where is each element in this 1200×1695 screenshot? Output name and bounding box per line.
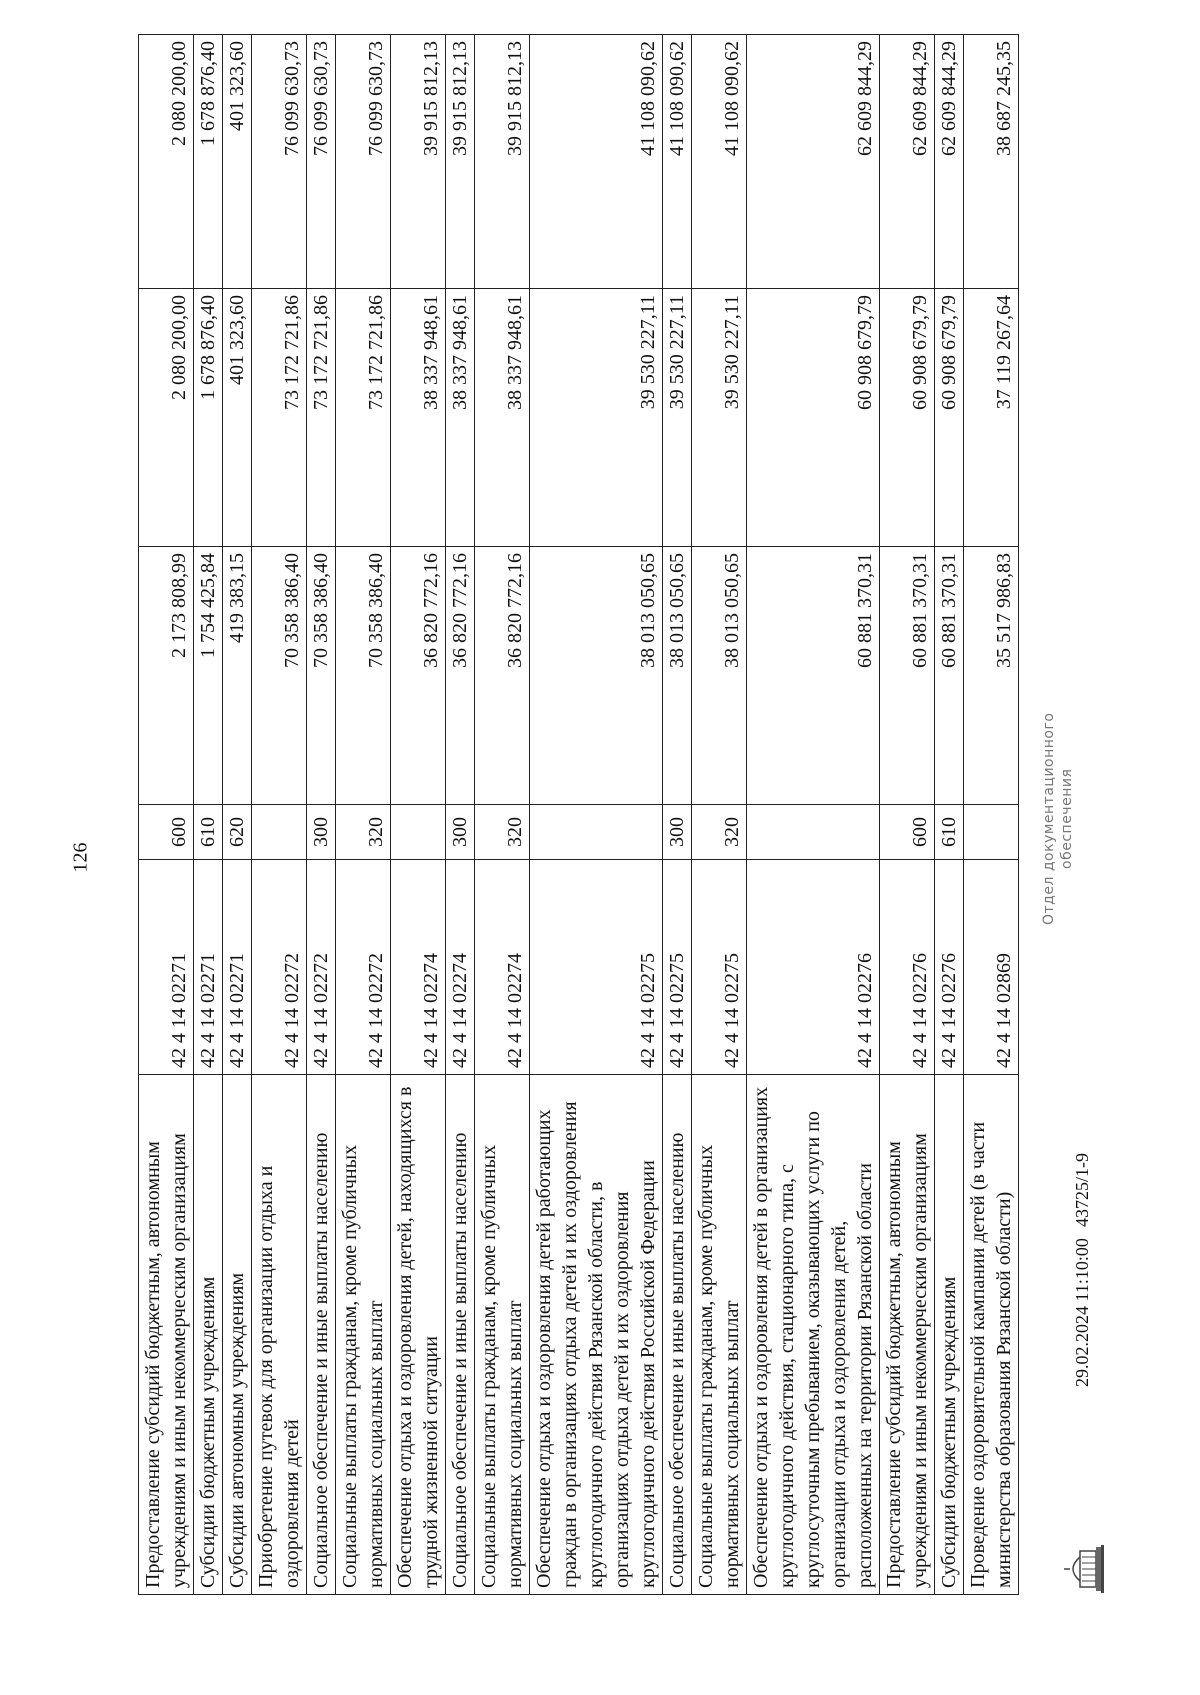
row-amount-2: 60 908 679,79 xyxy=(880,289,935,547)
table-row xyxy=(194,35,223,1595)
row-amount-1: 38 013 050,65 xyxy=(692,547,747,805)
stamp-line-2: обеспечения xyxy=(1059,768,1075,869)
row-amount-2: 38 337 948,61 xyxy=(446,289,475,547)
row-amount-1: 60 881 370,31 xyxy=(747,547,880,805)
table-row xyxy=(663,35,692,1595)
row-amount-2: 73 172 721,86 xyxy=(252,289,307,547)
row-code: 42 4 14 02274 xyxy=(391,860,446,1075)
row-code: 42 4 14 02271 xyxy=(194,860,223,1075)
row-name: Субсидии бюджетным учреждениям xyxy=(935,1075,964,1595)
row-code: 42 4 14 02275 xyxy=(692,860,747,1075)
row-vr: 600 xyxy=(880,805,935,860)
table-row xyxy=(446,35,475,1595)
row-amount-1: 38 013 050,65 xyxy=(530,547,663,805)
row-amount-1: 38 013 050,65 xyxy=(663,547,692,805)
row-amount-3: 62 609 844,29 xyxy=(747,35,880,289)
row-amount-2: 39 530 227,11 xyxy=(692,289,747,547)
table-row xyxy=(391,35,446,1595)
table-row xyxy=(307,35,336,1595)
row-name: Обеспечение отдыха и оздоровления детей работающих граждан в организациях отдыха детей и их оздоровления круглогодичного действия Рязанской области, в организациях отдыха детей и их оздоровления круглогодичного действия Российской Федерации xyxy=(530,1075,663,1595)
row-amount-3: 62 609 844,29 xyxy=(880,35,935,289)
row-amount-2: 38 337 948,61 xyxy=(475,289,530,547)
table-row xyxy=(223,35,252,1595)
row-code: 42 4 14 02272 xyxy=(307,860,336,1075)
row-amount-1: 70 358 386,40 xyxy=(307,547,336,805)
row-amount-3: 39 915 812,13 xyxy=(446,35,475,289)
table-row xyxy=(475,35,530,1595)
row-vr xyxy=(964,805,1019,860)
row-code: 42 4 14 02271 xyxy=(223,860,252,1075)
row-name: Субсидии автономным учреждениям xyxy=(223,1075,252,1595)
row-amount-1: 2 173 808,99 xyxy=(139,547,194,805)
row-name: Приобретение путевок для организации отдыха и оздоровления детей xyxy=(252,1075,307,1595)
row-code: 42 4 14 02272 xyxy=(252,860,307,1075)
row-amount-3: 41 108 090,62 xyxy=(530,35,663,289)
table-row xyxy=(964,35,1019,1595)
footer-doc-number: 43725/1-9 xyxy=(1072,1153,1092,1227)
row-name: Социальное обеспечение и иные выплаты населению xyxy=(307,1075,336,1595)
row-amount-3: 41 108 090,62 xyxy=(692,35,747,289)
row-vr: 300 xyxy=(446,805,475,860)
row-amount-2: 73 172 721,86 xyxy=(307,289,336,547)
table-row xyxy=(139,35,194,1595)
row-amount-2: 1 678 876,40 xyxy=(194,289,223,547)
row-amount-1: 36 820 772,16 xyxy=(475,547,530,805)
row-amount-2: 60 908 679,79 xyxy=(935,289,964,547)
row-amount-3: 76 099 630,73 xyxy=(307,35,336,289)
row-amount-2: 60 908 679,79 xyxy=(747,289,880,547)
row-code: 42 4 14 02869 xyxy=(964,860,1019,1075)
row-code: 42 4 14 02276 xyxy=(880,860,935,1075)
row-name: Социальное обеспечение и иные выплаты населению xyxy=(446,1075,475,1595)
row-amount-3: 76 099 630,73 xyxy=(336,35,391,289)
duma-logo-icon xyxy=(1062,1543,1111,1595)
table-row xyxy=(747,35,880,1595)
row-vr: 320 xyxy=(692,805,747,860)
table-row xyxy=(252,35,307,1595)
row-vr: 300 xyxy=(663,805,692,860)
row-code: 42 4 14 02274 xyxy=(446,860,475,1075)
footer-date: 29.02.2024 11:10:00 xyxy=(1072,1238,1092,1387)
row-vr: 300 xyxy=(307,805,336,860)
row-amount-1: 419 383,15 xyxy=(223,547,252,805)
row-amount-1: 36 820 772,16 xyxy=(391,547,446,805)
row-code: 42 4 14 02276 xyxy=(935,860,964,1075)
budget-table-body xyxy=(139,35,1019,1595)
rotated-page-content xyxy=(30,25,1130,1625)
row-vr xyxy=(252,805,307,860)
table-row xyxy=(336,35,391,1595)
table-row xyxy=(935,35,964,1595)
row-code: 42 4 14 02271 xyxy=(139,860,194,1075)
row-amount-1: 70 358 386,40 xyxy=(252,547,307,805)
row-amount-2: 73 172 721,86 xyxy=(336,289,391,547)
row-vr: 620 xyxy=(223,805,252,860)
row-vr: 600 xyxy=(139,805,194,860)
row-amount-1: 60 881 370,31 xyxy=(880,547,935,805)
page-number: 126 xyxy=(69,842,92,873)
row-amount-3: 41 108 090,62 xyxy=(663,35,692,289)
department-stamp xyxy=(1040,713,1076,925)
row-vr xyxy=(530,805,663,860)
row-amount-3: 39 915 812,13 xyxy=(475,35,530,289)
row-amount-1: 70 358 386,40 xyxy=(336,547,391,805)
row-amount-3: 38 687 245,35 xyxy=(964,35,1019,289)
row-amount-2: 39 530 227,11 xyxy=(663,289,692,547)
row-name: Обеспечение отдыха и оздоровления детей, находящихся в трудной жизненной ситуации xyxy=(391,1075,446,1595)
row-amount-1: 1 754 425,84 xyxy=(194,547,223,805)
row-amount-2: 37 119 267,64 xyxy=(964,289,1019,547)
row-amount-1: 36 820 772,16 xyxy=(446,547,475,805)
table-row xyxy=(692,35,747,1595)
row-amount-3: 1 678 876,40 xyxy=(194,35,223,289)
row-vr: 320 xyxy=(336,805,391,860)
table-row xyxy=(880,35,935,1595)
row-name: Субсидии бюджетным учреждениям xyxy=(194,1075,223,1595)
row-amount-3: 39 915 812,13 xyxy=(391,35,446,289)
row-code: 42 4 14 02276 xyxy=(747,860,880,1075)
row-code: 42 4 14 02275 xyxy=(663,860,692,1075)
row-name: Социальные выплаты гражданам, кроме публичных нормативных социальных выплат xyxy=(475,1075,530,1595)
stamp-line-1: Отдел документационного xyxy=(1041,712,1057,925)
row-name: Социальное обеспечение и иные выплаты населению xyxy=(663,1075,692,1595)
row-code: 42 4 14 02274 xyxy=(475,860,530,1075)
table-row xyxy=(530,35,663,1595)
row-vr xyxy=(391,805,446,860)
row-amount-1: 60 881 370,31 xyxy=(935,547,964,805)
row-vr xyxy=(747,805,880,860)
row-amount-3: 62 609 844,29 xyxy=(935,35,964,289)
row-vr: 320 xyxy=(475,805,530,860)
row-code: 42 4 14 02272 xyxy=(336,860,391,1075)
row-amount-3: 2 080 200,00 xyxy=(139,35,194,289)
row-amount-2: 38 337 948,61 xyxy=(391,289,446,547)
row-amount-2: 2 080 200,00 xyxy=(139,289,194,547)
row-name: Социальные выплаты гражданам, кроме публичных нормативных социальных выплат xyxy=(336,1075,391,1595)
row-name: Обеспечение отдыха и оздоровления детей в организациях круглогодичного действия, стационарного типа, с круглосуточным пребыванием, оказывающих услуги по организации отдыха и оздоровления детей, расположенных на территории Рязанской области xyxy=(747,1075,880,1595)
row-name: Предоставление субсидий бюджетным, автономным учреждениям и иным некоммерческим организациям xyxy=(880,1075,935,1595)
row-vr: 610 xyxy=(935,805,964,860)
budget-table xyxy=(138,34,1019,1595)
row-name: Социальные выплаты гражданам, кроме публичных нормативных социальных выплат xyxy=(692,1075,747,1595)
row-amount-3: 401 323,60 xyxy=(223,35,252,289)
row-amount-3: 76 099 630,73 xyxy=(252,35,307,289)
row-amount-2: 401 323,60 xyxy=(223,289,252,547)
row-vr: 610 xyxy=(194,805,223,860)
row-amount-2: 39 530 227,11 xyxy=(530,289,663,547)
row-amount-1: 35 517 986,83 xyxy=(964,547,1019,805)
row-code: 42 4 14 02275 xyxy=(530,860,663,1075)
row-name: Предоставление субсидий бюджетным, автономным учреждениям и иным некоммерческим организациям xyxy=(139,1075,194,1595)
row-name: Проведение оздоровительной кампании детей (в части министерства образования Рязанской области) xyxy=(964,1075,1019,1595)
